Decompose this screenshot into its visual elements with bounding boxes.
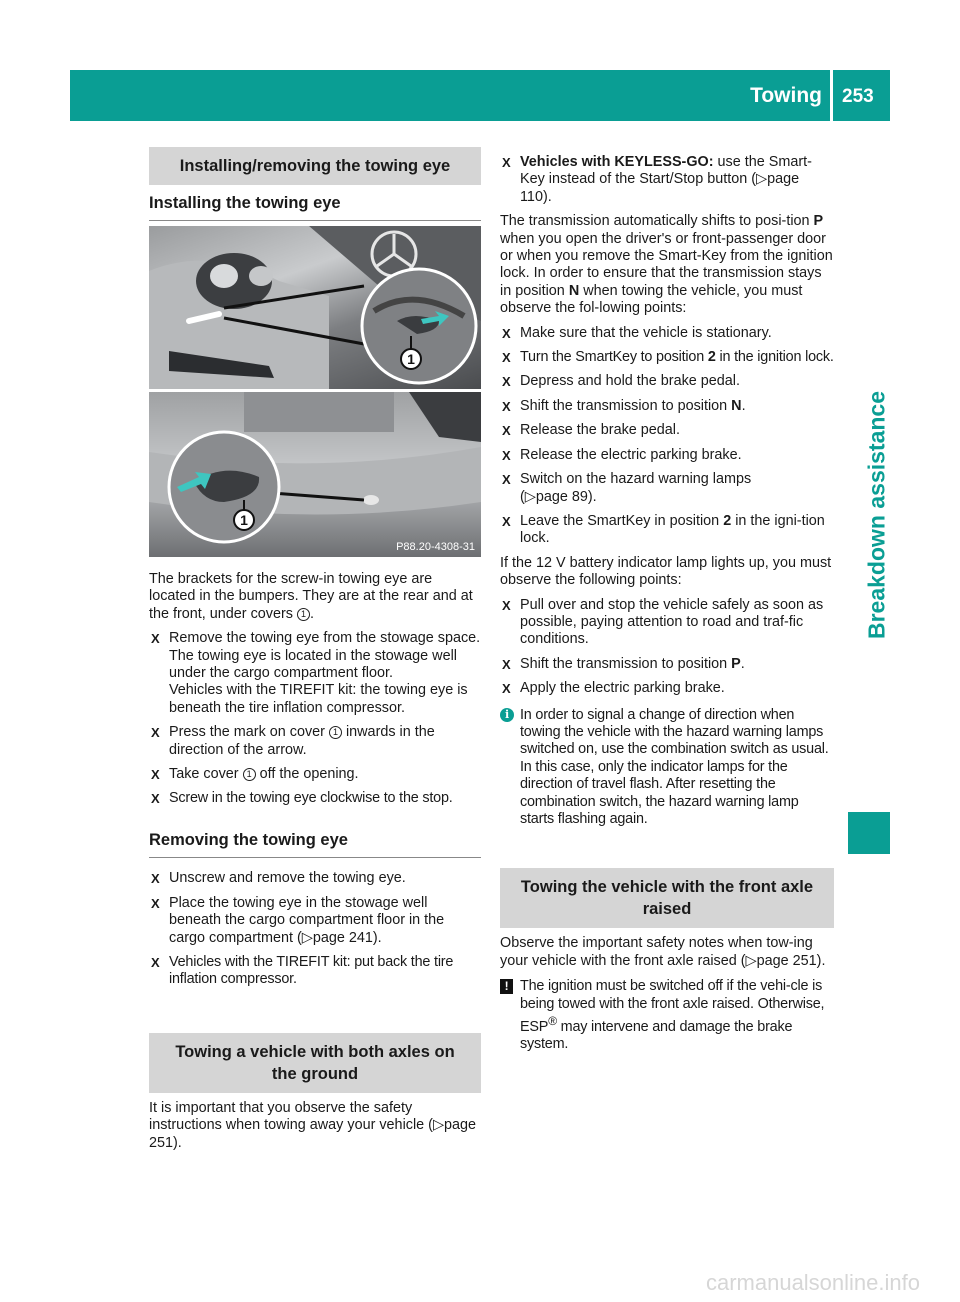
step-apply-parking-brake: X Apply the electric parking brake. xyxy=(500,680,834,697)
svg-text:1: 1 xyxy=(407,351,415,367)
section-heading-installing-removing: Installing/removing the towing eye xyxy=(149,147,481,185)
left-column-text xyxy=(149,571,481,1152)
page-ref-link[interactable]: (▷ page 251 ). xyxy=(741,953,826,969)
step-unscrew: X Unscrew and remove the towing eye. xyxy=(149,870,481,887)
page-ref-link[interactable]: (▷ page 110 ). xyxy=(520,171,799,204)
step-shift-n: X Shift the transmission to position N. xyxy=(500,398,834,415)
info-note: i In order to signal a change of direction when towing the vehicle with the hazard warning lamps switched on, use the combination switch as usual. In this case, only the indicator lamps for the direction of travel flash. After resetting the combination switch, the hazard warning lamp starts flashing again. xyxy=(500,707,834,829)
watermark: carmanualsonline.info xyxy=(705,1270,920,1295)
transmission-paragraph: The transmission automatically shifts to posi-tion P when you open the driver's or front-passenger door or when you remove the Smart-Key from the ignition lock. In order to ensure that the transmission stays in position N when towing the vehicle, you must observe the fol-lowing points: xyxy=(500,213,833,317)
svg-text:1: 1 xyxy=(240,512,248,528)
warning-icon: ! xyxy=(500,979,513,994)
step-release-brake: X Release the brake pedal. xyxy=(500,422,834,439)
step-depress-brake: X Depress and hold the brake pedal. xyxy=(500,373,834,390)
subheading-installing: Installing the towing eye xyxy=(149,195,481,221)
callout-1-icon: 1 xyxy=(329,726,342,739)
header-divider xyxy=(830,70,833,121)
step-shift-p: X Shift the transmission to position P. xyxy=(500,656,834,673)
step-place-towing-eye: X Place the towing eye in the stowage well beneath the cargo compartment floor in the cargo compartment (▷ page 241 ). xyxy=(149,895,481,947)
step-press-mark: X Press the mark on cover 1 inwards in the direction of the arrow. xyxy=(149,724,481,759)
section3-paragraph: Observe the important safety notes when tow-ing your vehicle with the front axle raised (▷ page 251 ). xyxy=(500,935,834,970)
step-turn-smartkey: X Turn the SmartKey to position 2 in the ignition lock. xyxy=(500,349,834,366)
page-number: 253 xyxy=(842,86,874,107)
right-column xyxy=(500,154,834,1054)
warning-note: ! The ignition must be switched off if the vehi-cle is being towed with the front axle raised. Otherwise, ESP® may intervene and damage the brake system. xyxy=(500,978,834,1053)
step-remove-towing-eye: X Remove the towing eye from the stowage space. xyxy=(149,630,481,647)
step-leave-smartkey: X Leave the SmartKey in position 2 in the igni-tion lock. xyxy=(500,513,834,548)
left-column xyxy=(149,147,481,221)
step-keyless-go: X Vehicles with KEYLESS-GO: use the Smart-Key instead of the Start/Stop button (▷ page 110 ). xyxy=(500,154,834,206)
step-note-stowage: The towing eye is located in the stowage well under the cargo compartment floor. xyxy=(169,647,457,682)
step-stationary: X Make sure that the vehicle is stationary. xyxy=(500,325,834,342)
step-take-cover: X Take cover 1 off the opening. xyxy=(149,766,481,783)
subheading-removing: Removing the towing eye xyxy=(149,832,481,858)
battery-paragraph: If the 12 V battery indicator lamp lights up, you must observe the following points: xyxy=(500,554,832,589)
step-pull-over: X Pull over and stop the vehicle safely as soon as possible, paying attention to road and traf-fic conditions. xyxy=(500,597,834,649)
page-ref-link[interactable]: (▷ page 241 ). xyxy=(297,930,382,946)
front-bumper-photo xyxy=(149,226,481,389)
callout-1-icon: 1 xyxy=(243,768,256,781)
section-title: Towing xyxy=(750,84,822,107)
step-release-parking-brake: X Release the electric parking brake. xyxy=(500,447,834,464)
intro-paragraph: The brackets for the screw-in towing eye are located in the bumpers. They are at the rear and at the front, under covers 1 . xyxy=(149,571,473,622)
callout-1-icon: 1 xyxy=(297,608,310,621)
info-icon: i xyxy=(500,708,514,722)
figure-code: P88.20-4308-31 xyxy=(396,541,475,553)
step-screw-in: X Screw in the towing eye clockwise to the stop. xyxy=(149,790,481,807)
step-put-back-compressor: X Vehicles with the TIREFIT kit: put back the tire inflation compressor. xyxy=(149,954,481,989)
section-heading-front-axle-raised: Towing the vehicle with the front axle raised xyxy=(500,868,834,928)
step-note-tirefit: Vehicles with the TIREFIT kit: the towing eye is beneath the tire inflation compressor. xyxy=(169,682,468,716)
page-ref-link[interactable]: (▷ page 251 ). xyxy=(149,1117,476,1150)
side-tab xyxy=(822,235,932,795)
side-tab-label: Breakdown assistance xyxy=(863,390,890,640)
side-tab-marker xyxy=(848,812,890,854)
rear-bumper-photo xyxy=(149,392,481,557)
section2-paragraph: It is important that you observe the safety instructions when towing away your vehicle (▷ page 251 ). xyxy=(149,1100,481,1152)
page-ref-link[interactable]: (▷ page 89 ). xyxy=(520,489,597,505)
section-heading-both-axles: Towing a vehicle with both axles on the ground xyxy=(149,1033,481,1093)
step-hazard-lamps: X Switch on the hazard warning lamps (▷ page 89 ). xyxy=(500,471,834,506)
